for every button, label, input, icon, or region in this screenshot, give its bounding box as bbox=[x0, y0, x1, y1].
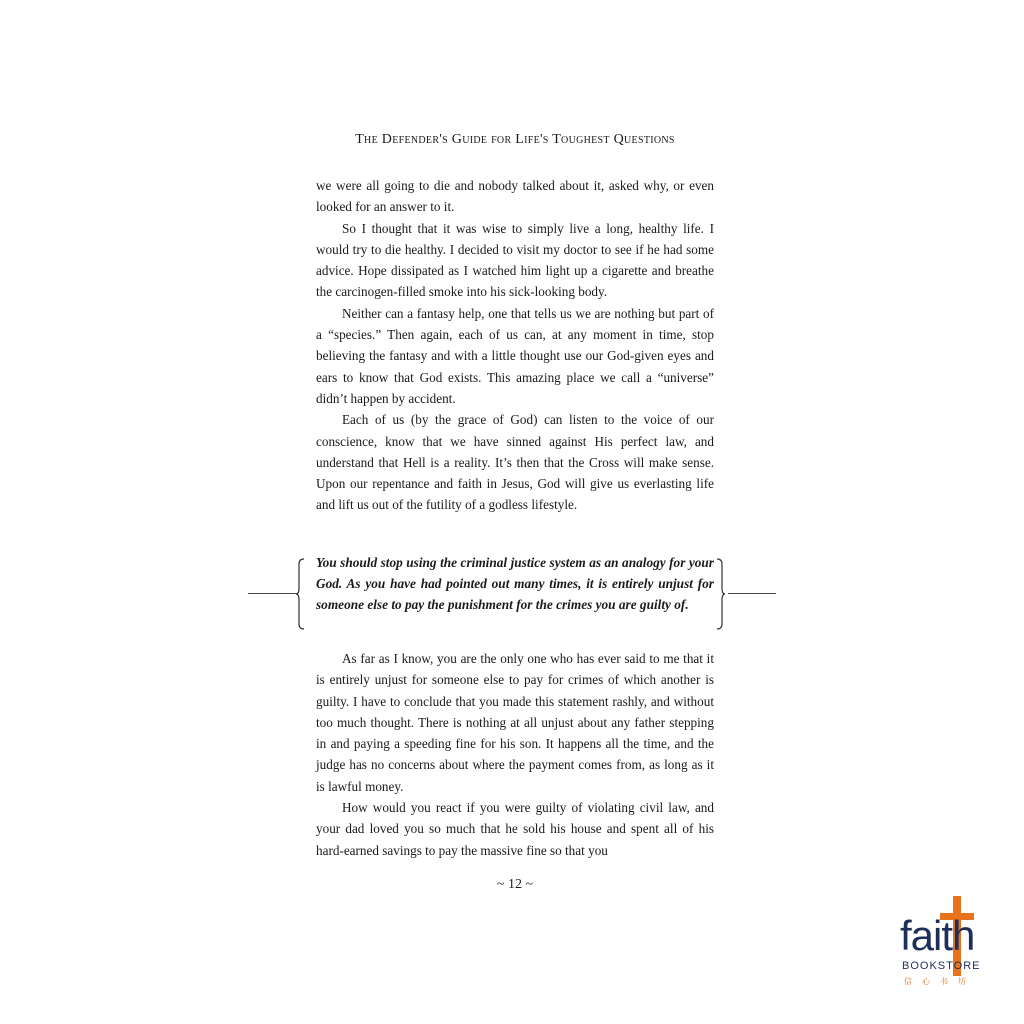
right-brace-icon bbox=[716, 558, 726, 630]
paragraph: So I thought that it was wise to simply live a long, healthy life. I would try to die healthy. I decided to visit my doctor to see if he had some advice. Hope dissipated as I watched him light up a cigarette and breathe the carcinogen-filled smoke into his sick-looking body. bbox=[316, 220, 714, 300]
paragraph: we were all going to die and nobody talked about it, asked why, or even looked for an answer to it. bbox=[316, 178, 714, 215]
body-text-bottom bbox=[316, 648, 714, 861]
paragraph: As far as I know, you are the only one who has ever said to me that it is entirely unjust for someone else to pay for crimes of which another is guilty. I have to conclude that you made this statement rashly, and without too much thought. There is nothing at all unjust about any father stepping in and paying a speeding fine for his son. It happens all the time, and the judge has no concerns about where the payment comes from, as long as it is lawful money. bbox=[316, 651, 714, 794]
body-text-top bbox=[316, 175, 714, 516]
page-number: ~ 12 ~ bbox=[496, 877, 534, 892]
running-head: The Defender's Guide for Life's Toughest Questions bbox=[355, 132, 675, 147]
faith-bookstore-logo bbox=[900, 896, 1000, 996]
logo-subtitle: BOOKSTORE bbox=[902, 960, 981, 972]
logo-chinese: 信心书坊 bbox=[904, 977, 976, 986]
paragraph: How would you react if you were guilty of violating civil law, and your dad loved you so much that he sold his house and spent all of his hard-earned savings to pay the massive fine so that you bbox=[316, 800, 714, 858]
paragraph: Each of us (by the grace of God) can listen to the voice of our conscience, know that we have sinned against His perfect law, and understand that Hell is a reality. It’s then that the Cross will make sense. Upon our repentance and faith in Jesus, God will give us everlasting life and lift us out of the futility of a godless lifestyle. bbox=[316, 412, 714, 513]
logo-word: faith bbox=[900, 912, 975, 959]
pullquote-rule-left bbox=[248, 593, 296, 594]
left-brace-icon bbox=[295, 558, 305, 630]
paragraph: Neither can a fantasy help, one that tells us we are nothing but part of a “species.” Then again, each of us can, at any moment in time, stop believing the fantasy and with a little thought use our God-given eyes and ears to know that God exists. This amazing place we call a “universe” didn’t happen by accident. bbox=[316, 305, 714, 406]
pullquote-question: You should stop using the criminal justice system as an analogy for your God. As you have had pointed out many times, it is entirely unjust for someone else to pay the punishment for the crimes you are guilty of. bbox=[316, 555, 714, 612]
pullquote-rule-right bbox=[728, 593, 776, 594]
